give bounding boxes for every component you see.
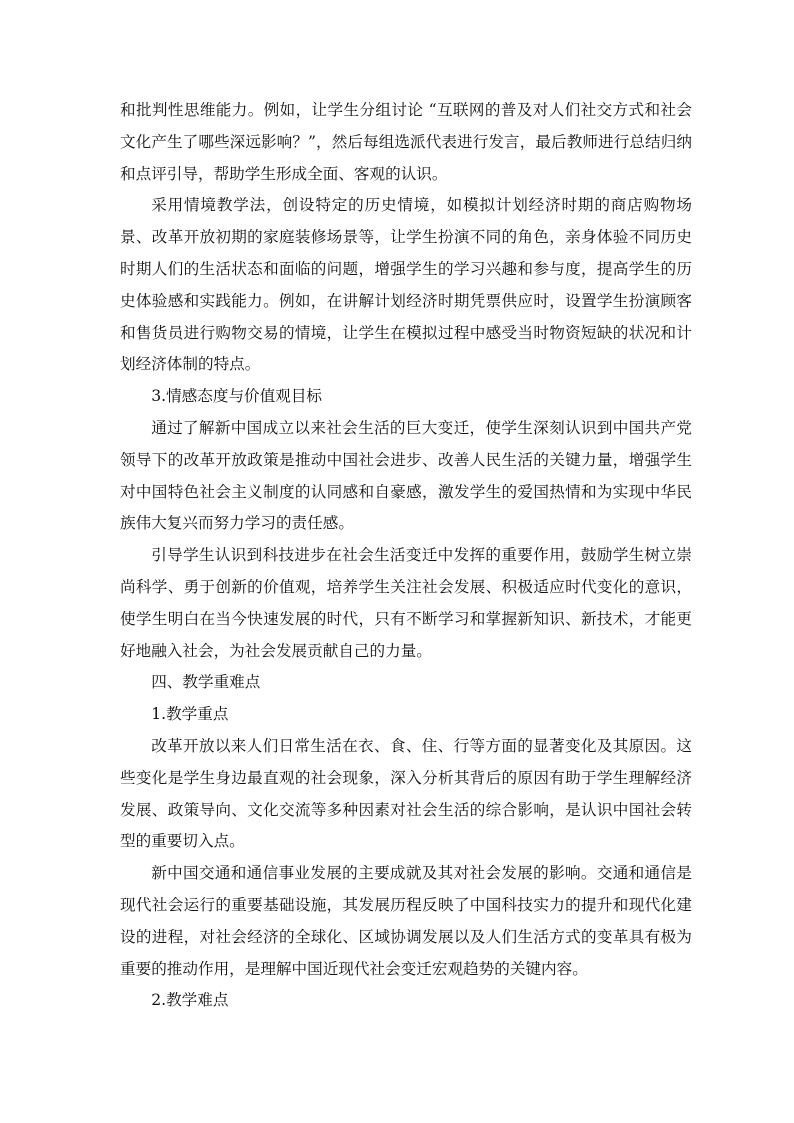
paragraph-situational-teaching: 采用情境教学法，创设特定的历史情境，如模拟计划经济时期的商店购物场景、改革开放初期的家庭装修场景等，让学生扮演不同的角色，亲身体验不同历史时期人们的生活状态和面临的问题，增强学生的学习兴趣和参与度，提高学生的历史体验感和实践能力。例如，在讲解计划经济时期凭票供应时，设置学生扮演顾客和售货员进行购物交易的情境，让学生在模拟过程中感受当时物资短缺的状况和计划经济体制的特点。 [120, 196, 692, 374]
paragraph-group-discussion-example: 和批判性思维能力。例如，让学生分组讨论 “互联网的普及对人们社交方式和社会文化产生了哪些深远影响？”，然后每组选派代表进行发言，最后教师进行总结归纳和点评引导，帮助学生形成全面、客观的认识。 [120, 101, 692, 183]
paragraph-daily-life-changes: 改革开放以来人们日常生活在衣、食、住、行等方面的显著变化及其原因。这些变化是学生身边最直观的社会现象，深入分析其背后的原因有助于学生理解经济发展、政策导向、文化交流等多种因素对社会生活的综合影响，是认识中国社会转型的重要切入点。 [120, 736, 692, 851]
paragraph-transport-communication: 新中国交通和通信事业发展的主要成就及其对社会发展的影响。交通和通信是现代社会运行的重要基础设施，其发展历程反映了中国科技实力的提升和现代化建设的进程，对社会经济的全球化、区域协调发展以及人们生活方式的变革具有极为重要的推动作用，是理解中国近现代社会变迁宏观趋势的关键内容。 [120, 864, 692, 978]
heading-emotion-values-goal: 3.情感态度与价值观目标 [151, 387, 323, 406]
paragraph-science-innovation: 引导学生认识到科技进步在社会生活变迁中发挥的重要作用，鼓励学生树立崇尚科学、勇于创新的价值观，培养学生关注社会发展、积极适应时代变化的意识，使学生明白在当今快速发展的时代，只有不断学习和掌握新知识、新技术，才能更好地融入社会，为社会发展贡献自己的力量。 [120, 546, 692, 660]
heading-teaching-key-difficult-points: 四、教学重难点 [151, 673, 261, 692]
heading-teaching-key-points: 1.教学重点 [151, 705, 229, 724]
document-body [120, 95, 692, 1017]
heading-teaching-difficult-points: 2.教学难点 [151, 991, 229, 1010]
paragraph-reform-recognition: 通过了解新中国成立以来社会生活的巨大变迁，使学生深刻认识到中国共产党领导下的改革开放政策是推动中国社会进步、改善人民生活的关键力量，增强学生对中国特色社会主义制度的认同感和自豪感，激发学生的爱国热情和为实现中华民族伟大复兴而努力学习的责任感。 [120, 418, 692, 533]
